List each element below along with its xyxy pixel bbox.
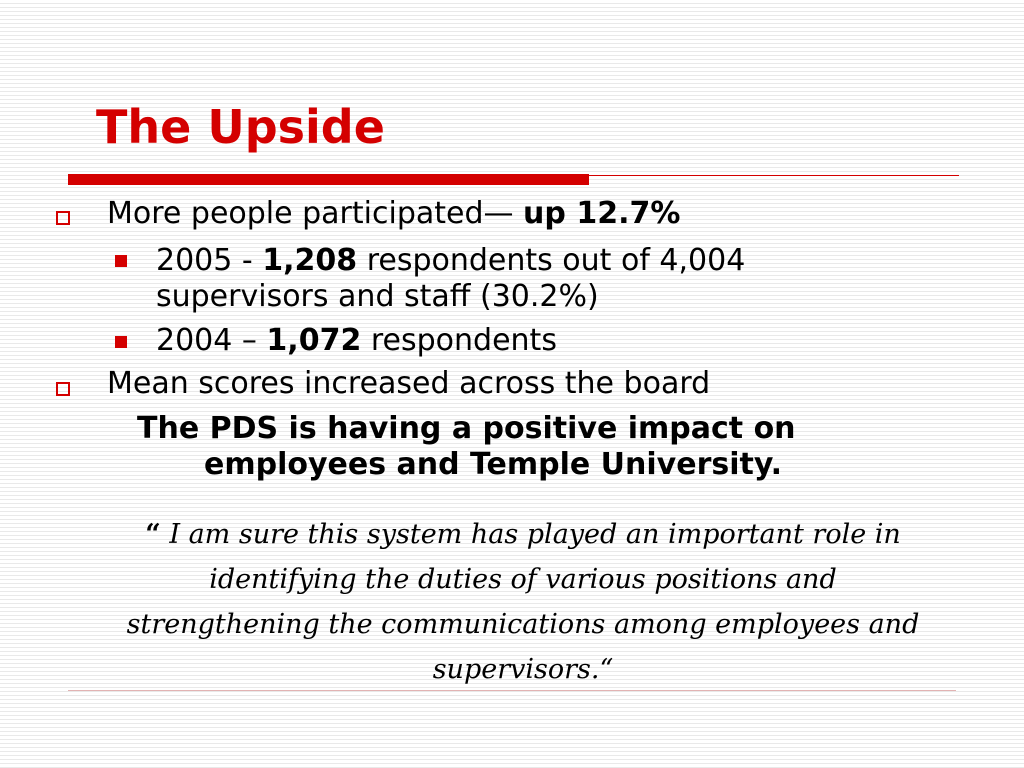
- testimonial-quote: [40, 512, 1006, 692]
- slide-title: The Upside: [96, 100, 385, 154]
- title-underline-thick: [68, 174, 589, 185]
- conclusion-line1: The PDS is having a positive impact on: [137, 411, 796, 446]
- solid-square-bullet-icon: [115, 336, 127, 348]
- quote-line1: [40, 512, 1006, 557]
- bullet-2005-line2: supervisors and staff (30.2%): [156, 279, 599, 314]
- bullet-2005-count: 1,208: [262, 243, 358, 278]
- bullet-2004-count: 1,072: [266, 323, 362, 358]
- solid-square-bullet-icon: [115, 255, 127, 267]
- bullet-2004-prefix: 2004 –: [156, 323, 267, 358]
- bullet-2005-rest: respondents out of 4,004: [357, 243, 746, 278]
- quote-line4: [40, 647, 1006, 692]
- quote-close-mark: “: [599, 654, 614, 685]
- conclusion-line2: employees and Temple University.: [204, 447, 783, 482]
- quote-line2: identifying the duties of various positions and: [209, 564, 837, 595]
- quote-line4-text: supervisors.: [432, 654, 600, 685]
- quote-line3: strengthening the communications among employees and: [126, 609, 920, 640]
- bullet-2004: [156, 323, 557, 359]
- bullet-participation-highlight: up 12.7%: [523, 196, 681, 231]
- bullet-2004-rest: respondents: [361, 323, 557, 358]
- bullet-participation: [107, 196, 680, 232]
- hollow-square-bullet-icon: [56, 211, 70, 225]
- footer-divider: [68, 690, 956, 691]
- bullet-2005-prefix: 2005 -: [156, 243, 263, 278]
- quote-open-mark: “: [145, 519, 161, 550]
- quote-line1-text: I am sure this system has played an important role in: [160, 519, 901, 550]
- bullet-participation-text: More people participated—: [107, 196, 524, 231]
- bullet-2005-line1: [156, 243, 745, 279]
- hollow-square-bullet-icon: [56, 382, 70, 396]
- title-underline-thin: [589, 175, 959, 176]
- bullet-mean-scores: Mean scores increased across the board: [107, 366, 711, 401]
